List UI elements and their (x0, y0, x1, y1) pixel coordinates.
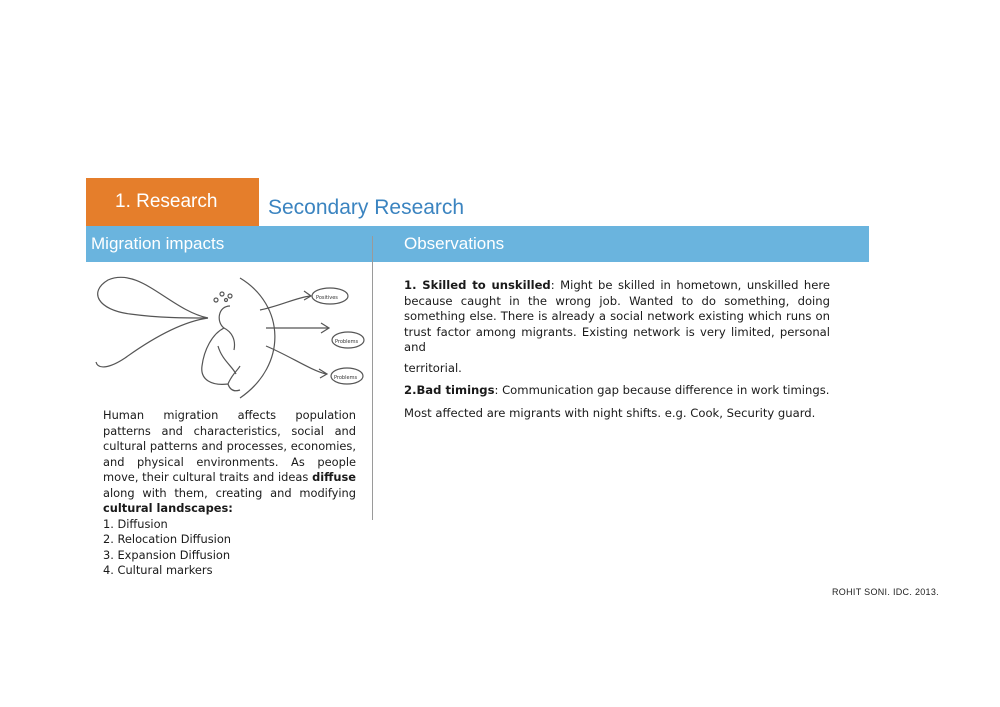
section-header-band (86, 226, 869, 262)
migration-sketch-illustration (90, 270, 368, 404)
page-title: Secondary Research (268, 196, 465, 219)
observation-paragraph: 1. Skilled to unskilled: Might be skilled in hometown, unskilled here because caught in the wrong job. Wanted to do something, doing something else. There is already a social network existing which runs on trust factor among migrants. Existing network is very limited, personal and (404, 278, 830, 354)
migration-impacts-heading: Migration impacts (91, 234, 225, 253)
section-tab: 1. Research (86, 178, 259, 226)
observation-2 (404, 383, 830, 421)
list-item: 3. Expansion Diffusion (103, 547, 231, 562)
observation-tail: Most affected are migrants with night shifts. e.g. Cook, Security guard. (404, 405, 816, 420)
sketch-thought-dot (228, 294, 232, 298)
sketch-label: Problems (335, 339, 359, 345)
sketch-curve-lower (96, 318, 208, 367)
column-divider (372, 236, 373, 520)
sketch-arc (240, 278, 275, 398)
intro-paragraph: Human migration affects population patterns and characteristics, social and cultural patterns and processes, economies, and physical environments. As people move, their cultural traits and ideas diffuse along with them, creating and modifying cultural landscapes: (103, 408, 356, 515)
sketch-arrow-3 (266, 346, 327, 378)
observation-1 (404, 278, 830, 376)
list-item: 1. Diffusion (103, 516, 168, 531)
sketch-label: Positives (316, 295, 338, 301)
sketch-thought-dot (220, 292, 224, 296)
observations-heading: Observations (404, 234, 505, 253)
observation-paragraph: 2.Bad timings: Communication gap because difference in work timings. (404, 383, 830, 397)
list-item: 2. Relocation Diffusion (103, 532, 232, 546)
sketch-figure (202, 306, 240, 391)
sketch-arrow-2 (266, 323, 329, 333)
observation-tail: territorial. (404, 360, 462, 375)
sketch-curve-upper (98, 277, 208, 318)
migration-impacts-text (103, 408, 356, 579)
sketch-thought-dot (214, 298, 218, 302)
list-item: 4. Cultural markers (103, 563, 213, 577)
footer-credit: ROHIT SONI. IDC. 2013. (832, 587, 939, 597)
sketch-label: Problems (334, 375, 358, 381)
sketch-thought-dot (225, 299, 228, 302)
